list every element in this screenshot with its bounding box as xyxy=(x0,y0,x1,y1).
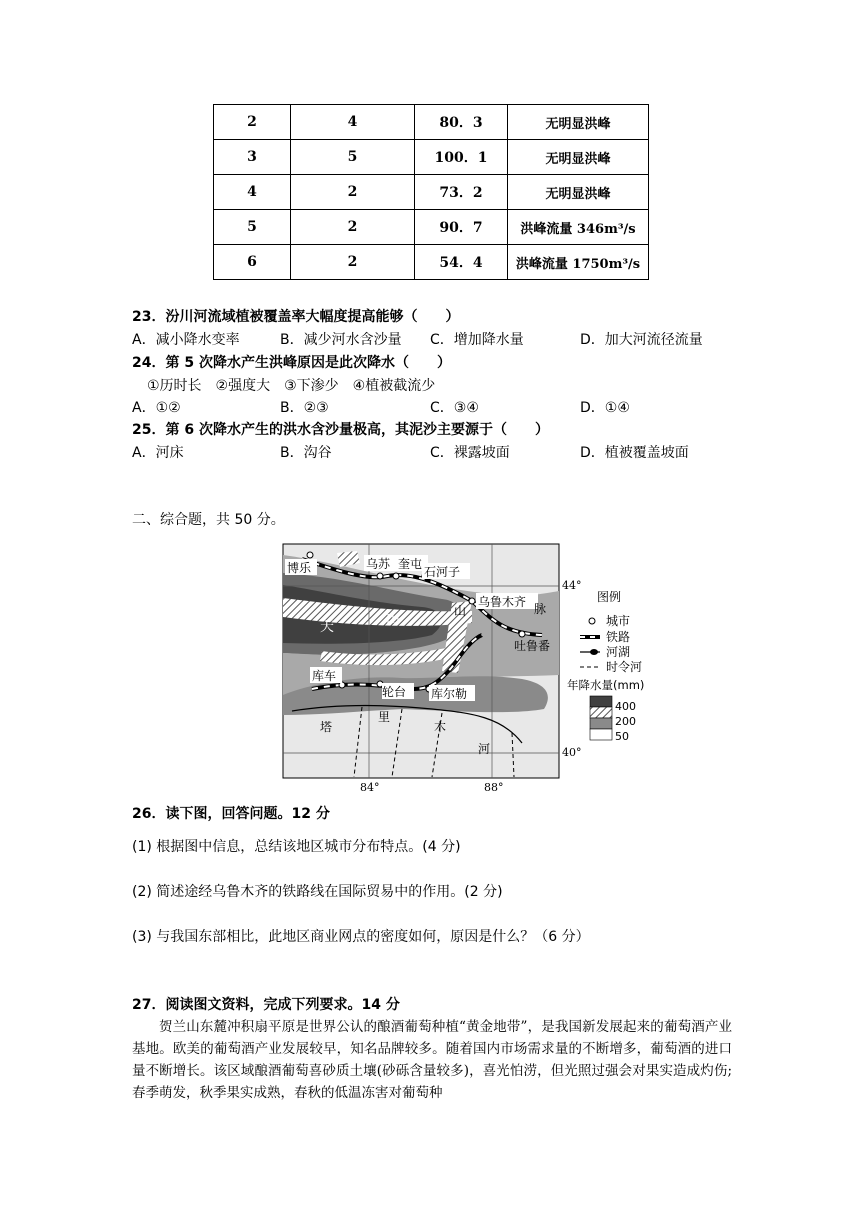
table-cell: 4 xyxy=(214,175,291,210)
legend-precip-400 xyxy=(590,696,612,707)
lat-44-label: 44° xyxy=(562,579,582,592)
mountain-label-shan2: 山 xyxy=(454,604,467,618)
table-cell: 2 xyxy=(291,210,415,245)
city-marker xyxy=(377,573,383,579)
table-cell: 2 xyxy=(214,105,291,140)
table-cell: 洪峰流量 346m³/s xyxy=(508,210,649,245)
legend-lake-symbol xyxy=(590,649,598,655)
xinjiang-map xyxy=(282,543,732,793)
legend-precip-title: 年降水量(mm) xyxy=(567,678,645,692)
table-cell: 2 xyxy=(291,175,415,210)
table-cell: 5 xyxy=(291,140,415,175)
table-cell: 洪峰流量 1750m³/s xyxy=(508,245,649,280)
question-26-stem: 26．读下图，回答问题。12 分 xyxy=(132,806,330,822)
section-2-heading: 二、综合题，共 50 分。 xyxy=(132,512,285,528)
lon-84-label: 84° xyxy=(360,781,380,793)
lon-88-label: 88° xyxy=(484,781,504,793)
legend-value-400: 400 xyxy=(615,700,636,713)
q23-option-a: A．减小降水变率 xyxy=(132,332,240,348)
q23-option-b: B．减少河水含沙量 xyxy=(280,332,402,348)
city-luntai: 轮台 xyxy=(382,685,407,699)
legend-title: 图例 xyxy=(597,590,622,604)
q25-option-c: C．裸露坡面 xyxy=(430,445,510,461)
legend-seasonal-river: 时令河 xyxy=(606,660,643,674)
table-cell: 6 xyxy=(214,245,291,280)
legend-river-lake: 河湖 xyxy=(606,645,631,659)
q24-option-c: C．③④ xyxy=(430,400,479,416)
city-kuqa: 库车 xyxy=(312,669,337,683)
table-cell: 2 xyxy=(291,245,415,280)
q25-option-a: A．河床 xyxy=(132,445,184,461)
legend-precip-hatch xyxy=(590,707,612,718)
legend-value-200: 200 xyxy=(615,715,636,728)
q25-option-b: B．沟谷 xyxy=(280,445,332,461)
question-27-stem: 27．阅读图文资料，完成下列要求。14 分 xyxy=(132,997,400,1013)
river-label-ta: 塔 xyxy=(320,720,333,734)
city-marker xyxy=(307,552,313,558)
q25-option-d: D．植被覆盖坡面 xyxy=(580,445,689,461)
table-row xyxy=(214,245,649,280)
legend-city-symbol xyxy=(589,618,595,624)
table-cell: 3 xyxy=(214,140,291,175)
city-korla: 库尔勒 xyxy=(431,687,468,701)
legend-value-50: 50 xyxy=(615,730,629,743)
legend-precip-50 xyxy=(590,729,612,740)
city-marker xyxy=(519,631,525,637)
city-bole: 博乐 xyxy=(287,561,312,575)
city-turpan: 吐鲁番 xyxy=(514,639,551,653)
lat-40-label: 40° xyxy=(562,746,582,759)
legend-railway: 铁路 xyxy=(606,630,631,644)
mountain-label-shan: 山 xyxy=(386,611,400,627)
q27-passage: 贺兰山东麓冲积扇平原是世界公认的酿酒葡萄种植“黄金地带”，是我国新发展起来的葡萄酒产业基地。欧美的葡萄酒产业发展较早，知名品牌较多。随着国内市场需求量的不断增多，葡萄酒的进口量不断增长。该区域酿酒葡萄喜砂质土壤(砂砾含量较多)，喜光怕涝，但光照过强会对果实造成灼伤;春季萌发，秋季果实成熟，春秋的低温冻害对葡萄种 xyxy=(132,1019,732,1101)
question-24-stem: 24．第 5 次降水产生洪峰原因是此次降水（ ） xyxy=(132,355,451,371)
question-25-stem: 25．第 6 次降水产生的洪水含沙量极高，其泥沙主要源于（ ） xyxy=(132,422,549,438)
mountain-label-mai: 脉 xyxy=(534,602,547,616)
q23-option-d: D．加大河流径流量 xyxy=(580,332,703,348)
q24-items: ①历时长 ②强度大 ③下渗少 ④植被截流少 xyxy=(147,378,436,394)
table-cell: 100．1 xyxy=(415,140,508,175)
table-row xyxy=(214,210,649,245)
table-cell: 73．2 xyxy=(415,175,508,210)
city-marker xyxy=(469,598,475,604)
table-cell: 90．7 xyxy=(415,210,508,245)
table-cell: 无明显洪峰 xyxy=(508,140,649,175)
table-cell: 54．4 xyxy=(415,245,508,280)
mountain-label-tian: 天 xyxy=(320,619,334,635)
legend-precip-200 xyxy=(590,718,612,729)
q26-part-1: (1) 根据图中信息，总结该地区城市分布特点。(4 分) xyxy=(132,839,461,855)
city-kuitun: 奎屯 xyxy=(398,557,423,571)
table-cell: 无明显洪峰 xyxy=(508,175,649,210)
table-cell: 无明显洪峰 xyxy=(508,105,649,140)
river-label-he: 河 xyxy=(478,742,491,756)
city-shihezi: 石河子 xyxy=(424,565,461,579)
river-label-li: 里 xyxy=(378,710,391,724)
q23-option-c: C．增加降水量 xyxy=(430,332,524,348)
q24-option-b: B．②③ xyxy=(280,400,329,416)
table-row xyxy=(214,105,649,140)
table-row xyxy=(214,175,649,210)
river-label-mu: 木 xyxy=(434,720,447,734)
table-cell: 80．3 xyxy=(415,105,508,140)
city-urumqi: 乌鲁木齐 xyxy=(478,595,527,609)
map-legend xyxy=(567,589,644,743)
city-marker xyxy=(393,573,399,579)
legend-city: 城市 xyxy=(606,614,631,628)
city-wusu: 乌苏 xyxy=(366,557,391,571)
q26-part-2: (2) 简述途经乌鲁木齐的铁路线在国际贸易中的作用。(2 分) xyxy=(132,884,503,900)
q24-option-a: A．①② xyxy=(132,400,181,416)
q24-option-d: D．①④ xyxy=(580,400,630,416)
table-row xyxy=(214,140,649,175)
q26-part-3: (3) 与我国东部相比，此地区商业网点的密度如何，原因是什么？（6 分） xyxy=(132,929,590,945)
table-cell: 5 xyxy=(214,210,291,245)
table-cell: 4 xyxy=(291,105,415,140)
question-23-stem: 23．汾川河流域植被覆盖率大幅度提高能够（ ） xyxy=(132,309,460,325)
rainfall-flood-table xyxy=(213,104,649,280)
